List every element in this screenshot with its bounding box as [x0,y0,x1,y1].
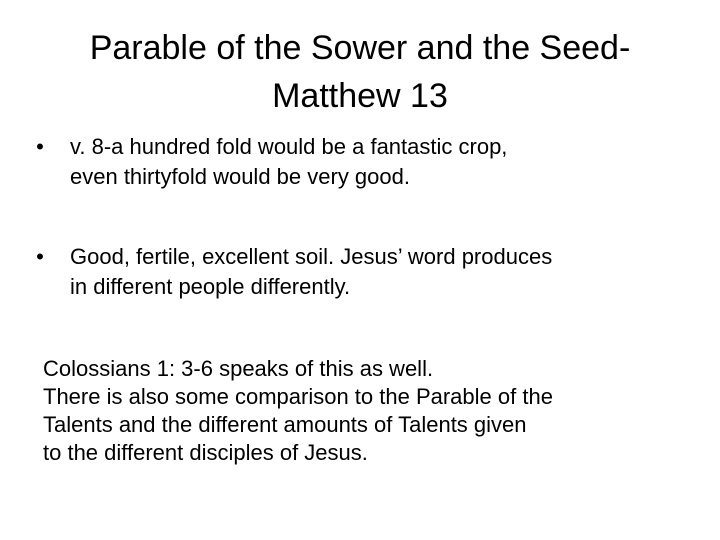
bullet-icon: • [36,244,44,269]
body-paragraph [43,355,693,467]
bullet-line: Good, fertile, excellent soil. Jesus’ word produces [70,244,553,269]
paragraph-line: Talents and the different amounts of Talents given [43,412,527,437]
paragraph-line: Colossians 1: 3-6 speaks of this as well. [43,356,434,381]
title-line: Matthew 13 [272,77,448,115]
paragraph-line: to the different disciples of Jesus. [43,440,368,465]
bullet-line: v. 8-a hundred fold would be a fantastic crop, [70,134,508,159]
bullet-line: even thirtyfold would be very good. [70,164,410,189]
bullet-icon: • [36,134,44,159]
bullet-item [28,132,698,192]
title-line: Parable of the Sower and the Seed- [89,29,631,67]
bullet-list [28,132,698,302]
slide-title [40,24,680,120]
paragraph-line: There is also some comparison to the Parable of the [43,384,553,409]
bullet-line: in different people differently. [70,274,351,299]
bullet-item [28,242,698,302]
